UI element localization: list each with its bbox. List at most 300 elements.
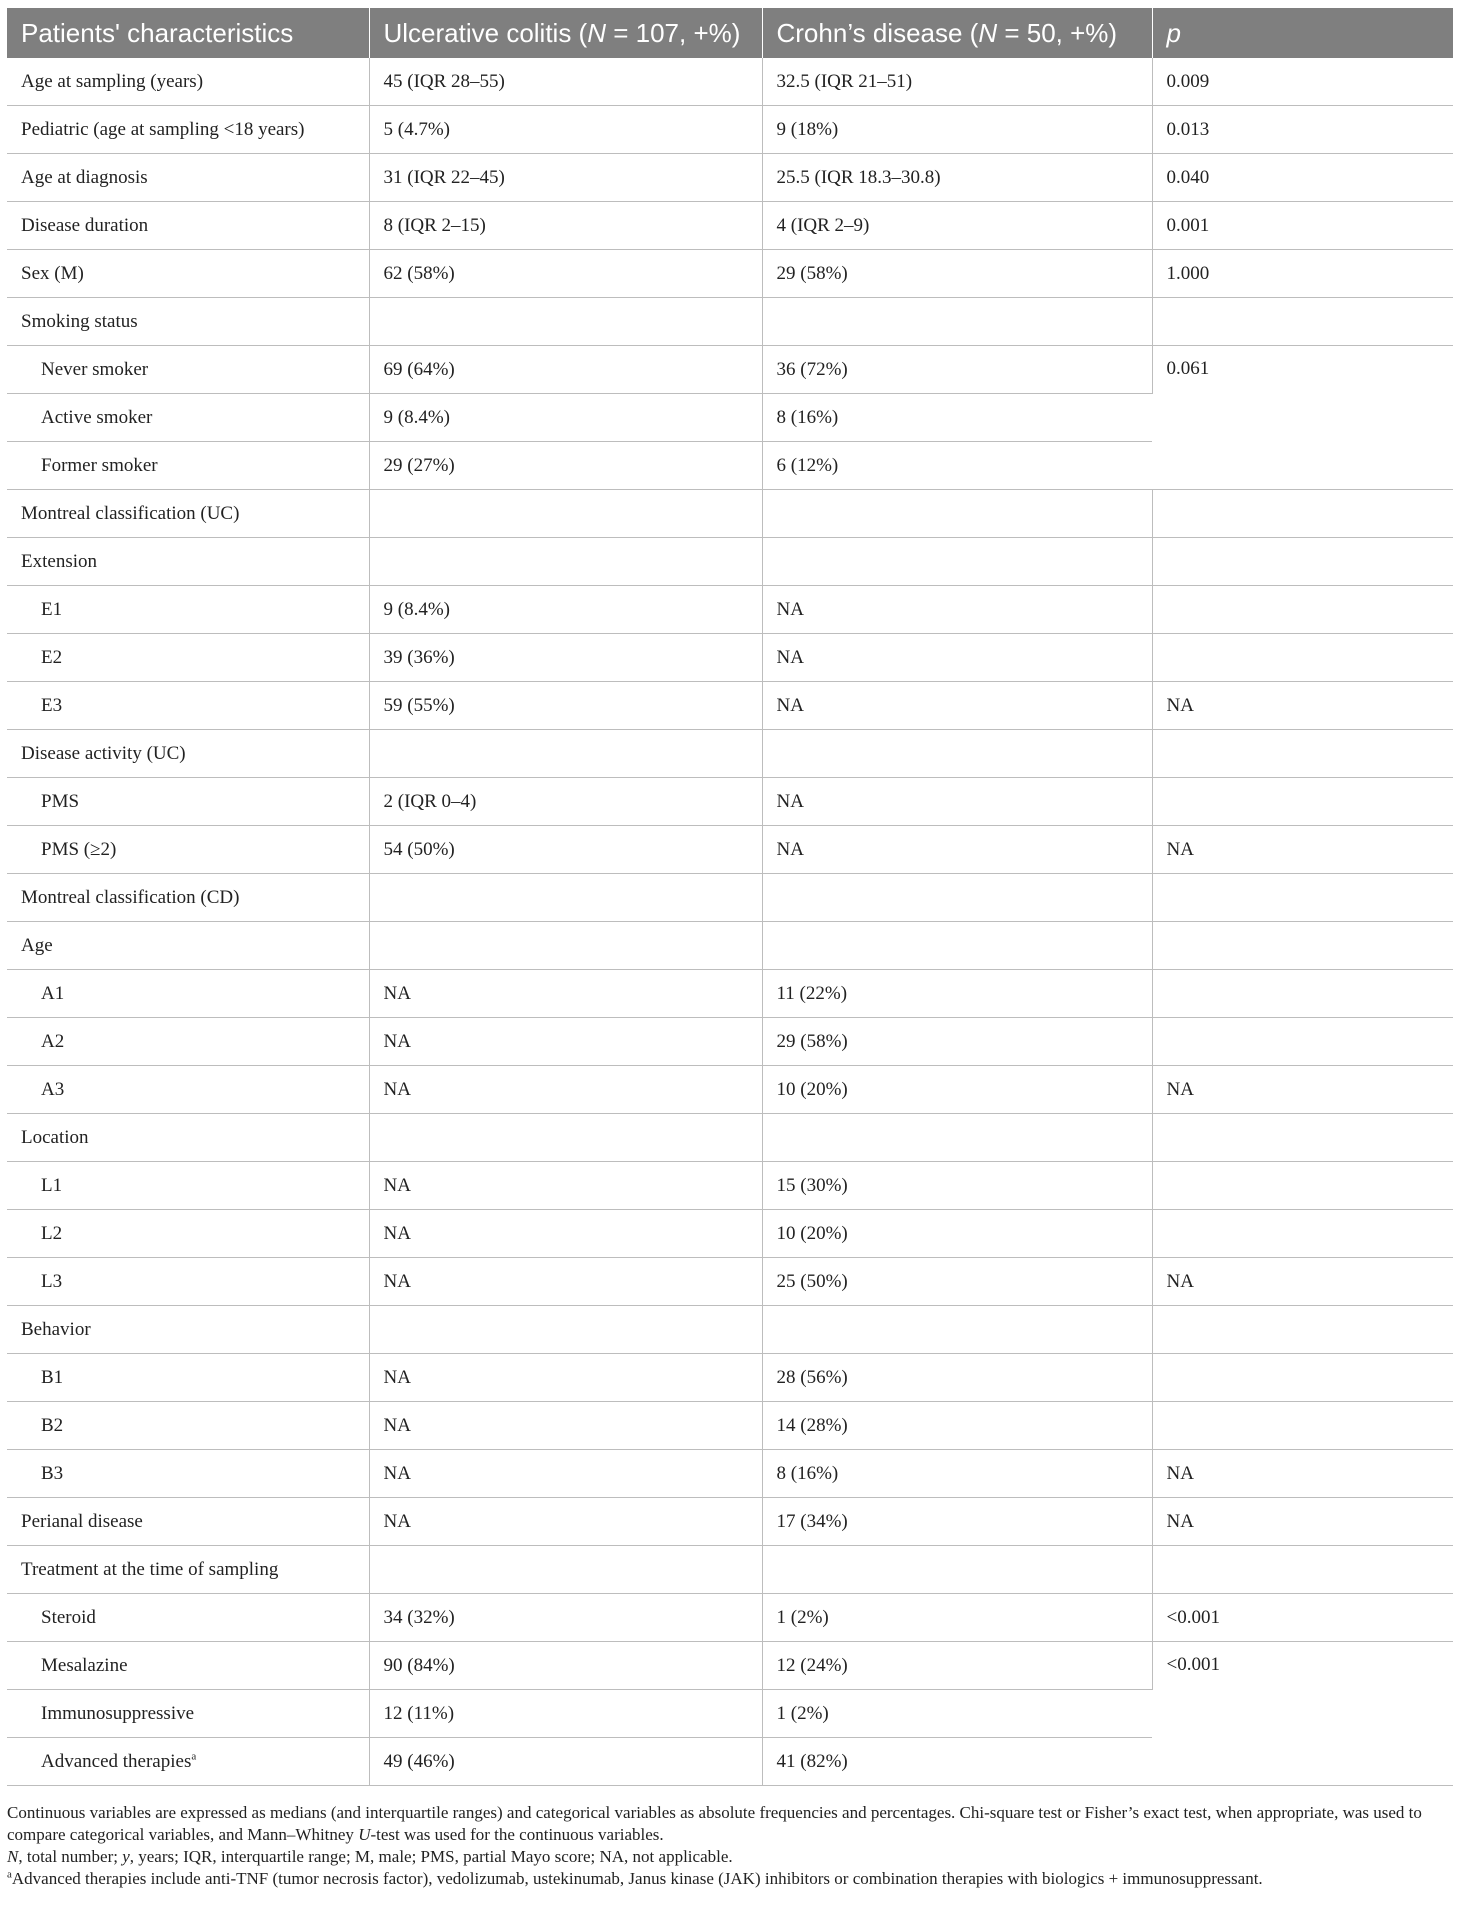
cd-value bbox=[762, 1738, 1152, 1786]
cd-value-text: NA bbox=[776, 790, 804, 812]
uc-value bbox=[369, 1066, 762, 1114]
cd-value bbox=[762, 250, 1152, 298]
uc-value bbox=[369, 394, 762, 442]
row-label-text: Montreal classification (UC) bbox=[21, 502, 240, 524]
p-value bbox=[1152, 1066, 1453, 1114]
row-label bbox=[7, 1498, 369, 1546]
uc-value-text: NA bbox=[383, 982, 411, 1004]
row-label bbox=[7, 1450, 369, 1498]
footnote-methods-text: Continuous variables are expressed as medians (and interquartile ranges) and categorical variables as absolute frequencies and percentages. Chi-square test or Fisher’s exact test, when appropriate, was used to compare categorical variables, and Mann–Whitney bbox=[7, 1803, 1422, 1844]
table-row bbox=[7, 922, 1453, 970]
row-label-text: B3 bbox=[41, 1462, 64, 1484]
uc-value-text: 34 (32%) bbox=[383, 1606, 455, 1628]
p-value-text: NA bbox=[1166, 694, 1194, 716]
table-row bbox=[7, 1210, 1453, 1258]
footnote-methods bbox=[7, 1802, 1447, 1846]
cd-value bbox=[762, 1690, 1152, 1738]
row-label bbox=[7, 586, 369, 634]
uc-value-text: 12 (11%) bbox=[383, 1702, 455, 1724]
p-value bbox=[1152, 1402, 1453, 1450]
cd-value bbox=[762, 490, 1152, 538]
table-row bbox=[7, 250, 1453, 298]
footnote-text: Advanced therapies include anti-TNF (tumor necrosis factor), vedolizumab, ustekinumab, Janus kinase (JAK) inhibitors or combination therapies with biologics + immunosuppressant. bbox=[11, 1869, 1263, 1888]
uc-value bbox=[369, 970, 762, 1018]
uc-value-text: 69 (64%) bbox=[383, 358, 455, 380]
table-row bbox=[7, 634, 1453, 682]
row-label-text: B2 bbox=[41, 1414, 64, 1436]
header-crohns-disease bbox=[762, 8, 1152, 58]
uc-value bbox=[369, 682, 762, 730]
cd-value bbox=[762, 874, 1152, 922]
row-label-text: Extension bbox=[21, 550, 97, 572]
uc-value bbox=[369, 1210, 762, 1258]
table-row bbox=[7, 154, 1453, 202]
row-label-text: E2 bbox=[41, 646, 63, 668]
table-row bbox=[7, 1450, 1453, 1498]
row-label bbox=[7, 346, 369, 394]
uc-value-text: 2 (IQR 0–4) bbox=[383, 790, 477, 812]
row-label-text: Never smoker bbox=[41, 358, 149, 380]
p-value-text: 0.009 bbox=[1166, 70, 1210, 92]
cd-value bbox=[762, 106, 1152, 154]
p-value bbox=[1152, 1114, 1453, 1162]
cd-value-text: 9 (18%) bbox=[776, 118, 839, 140]
uc-value bbox=[369, 298, 762, 346]
cd-value bbox=[762, 1498, 1152, 1546]
uc-value-text: 45 (IQR 28–55) bbox=[383, 70, 505, 92]
uc-value bbox=[369, 634, 762, 682]
row-label-text: L1 bbox=[41, 1174, 63, 1196]
p-value-text: <0.001 bbox=[1166, 1606, 1220, 1628]
cd-value bbox=[762, 922, 1152, 970]
header-cd-label: Crohn’s disease ( bbox=[776, 17, 979, 48]
header-cd-n: N bbox=[978, 17, 998, 48]
row-label-text: E3 bbox=[41, 694, 63, 716]
header-ulcerative-colitis bbox=[369, 8, 762, 58]
uc-value bbox=[369, 1498, 762, 1546]
row-label bbox=[7, 490, 369, 538]
abbr-y: y bbox=[122, 1847, 130, 1866]
cd-value bbox=[762, 538, 1152, 586]
uc-value bbox=[369, 922, 762, 970]
table-body bbox=[7, 58, 1453, 1786]
footnote-abbreviations bbox=[7, 1846, 1447, 1868]
table-row bbox=[7, 1162, 1453, 1210]
uc-value-text: NA bbox=[383, 1414, 411, 1436]
row-label-text: Perianal disease bbox=[21, 1510, 143, 1532]
row-label bbox=[7, 154, 369, 202]
row-label-text: Treatment at the time of sampling bbox=[21, 1558, 279, 1580]
p-value bbox=[1152, 154, 1453, 202]
p-value bbox=[1152, 1594, 1453, 1642]
cd-value bbox=[762, 1018, 1152, 1066]
p-value-text: 0.013 bbox=[1166, 118, 1210, 140]
row-label-text: Smoking status bbox=[21, 310, 138, 332]
cd-value bbox=[762, 1450, 1152, 1498]
p-value bbox=[1152, 778, 1453, 826]
row-label-text: Pediatric (age at sampling <18 years) bbox=[21, 118, 305, 140]
row-label-text: A2 bbox=[41, 1030, 65, 1052]
uc-value bbox=[369, 586, 762, 634]
table-row bbox=[7, 346, 1453, 394]
table-row bbox=[7, 1066, 1453, 1114]
cd-value-text: NA bbox=[776, 838, 804, 860]
uc-value-text: NA bbox=[383, 1270, 411, 1292]
uc-value bbox=[369, 106, 762, 154]
cd-value-text: 12 (24%) bbox=[776, 1654, 848, 1676]
row-label bbox=[7, 634, 369, 682]
cd-value-text: 25.5 (IQR 18.3–30.8) bbox=[776, 166, 941, 188]
cd-value bbox=[762, 1162, 1152, 1210]
p-value bbox=[1152, 1450, 1453, 1498]
p-value bbox=[1152, 874, 1453, 922]
uc-value-text: NA bbox=[383, 1222, 411, 1244]
uc-value-text: 49 (46%) bbox=[383, 1750, 455, 1772]
p-value bbox=[1152, 682, 1453, 730]
uc-value bbox=[369, 1450, 762, 1498]
uc-value bbox=[369, 1594, 762, 1642]
cd-value bbox=[762, 1402, 1152, 1450]
cd-value bbox=[762, 778, 1152, 826]
row-label-text: Advanced therapies bbox=[41, 1750, 192, 1772]
uc-value-text: 9 (8.4%) bbox=[383, 406, 450, 428]
row-label bbox=[7, 1306, 369, 1354]
table-row bbox=[7, 1354, 1453, 1402]
footnote-marker: a bbox=[191, 1750, 197, 1763]
cd-value bbox=[762, 970, 1152, 1018]
table-row bbox=[7, 730, 1453, 778]
row-label bbox=[7, 874, 369, 922]
cd-value bbox=[762, 1306, 1152, 1354]
row-label bbox=[7, 1402, 369, 1450]
row-label bbox=[7, 58, 369, 106]
row-label bbox=[7, 730, 369, 778]
cd-value bbox=[762, 1354, 1152, 1402]
header-uc-count: = 107, +%) bbox=[606, 17, 741, 48]
row-label bbox=[7, 1642, 369, 1690]
p-value-text: 0.061 bbox=[1166, 358, 1210, 379]
cd-value bbox=[762, 1642, 1152, 1690]
cd-value-text: 6 (12%) bbox=[776, 454, 839, 476]
cd-value bbox=[762, 1114, 1152, 1162]
uc-value bbox=[369, 874, 762, 922]
uc-value bbox=[369, 1402, 762, 1450]
cd-value bbox=[762, 586, 1152, 634]
cd-value-text: 11 (22%) bbox=[776, 982, 848, 1004]
uc-value bbox=[369, 1738, 762, 1786]
uc-value bbox=[369, 202, 762, 250]
uc-value-text: 59 (55%) bbox=[383, 694, 455, 716]
row-label bbox=[7, 778, 369, 826]
abbr-rest: , years; IQR, interquartile range; M, male; PMS, partial Mayo score; NA, not applicable. bbox=[129, 1847, 733, 1866]
table-row bbox=[7, 490, 1453, 538]
row-label-text: Sex (M) bbox=[21, 262, 84, 284]
cd-value-text: 29 (58%) bbox=[776, 262, 848, 284]
row-label-text: Mesalazine bbox=[41, 1654, 128, 1676]
table-row bbox=[7, 826, 1453, 874]
footnote-u-italic: U bbox=[358, 1825, 371, 1844]
table-row bbox=[7, 58, 1453, 106]
table-row bbox=[7, 1546, 1453, 1594]
p-value bbox=[1152, 490, 1453, 538]
row-label-text: Immunosuppressive bbox=[41, 1702, 195, 1724]
uc-value bbox=[369, 346, 762, 394]
cd-value-text: 17 (34%) bbox=[776, 1510, 848, 1532]
uc-value-text: NA bbox=[383, 1078, 411, 1100]
footnote-advanced-therapies bbox=[7, 1868, 1447, 1890]
table-row bbox=[7, 1498, 1453, 1546]
row-label bbox=[7, 442, 369, 490]
cd-value bbox=[762, 1546, 1152, 1594]
row-label-text: L3 bbox=[41, 1270, 63, 1292]
p-value-text: 0.040 bbox=[1166, 166, 1210, 188]
cd-value-text: 29 (58%) bbox=[776, 1030, 848, 1052]
row-label bbox=[7, 1066, 369, 1114]
p-value bbox=[1152, 106, 1453, 154]
abbr-n: N bbox=[7, 1847, 19, 1866]
table-row bbox=[7, 1402, 1453, 1450]
header-row bbox=[7, 8, 1453, 58]
table-row bbox=[7, 874, 1453, 922]
uc-value bbox=[369, 490, 762, 538]
cd-value-text: NA bbox=[776, 598, 804, 620]
uc-value-text: 9 (8.4%) bbox=[383, 598, 450, 620]
row-label bbox=[7, 1354, 369, 1402]
uc-value bbox=[369, 1114, 762, 1162]
table-row bbox=[7, 1114, 1453, 1162]
row-label-text: PMS bbox=[41, 790, 80, 812]
uc-value bbox=[369, 154, 762, 202]
p-value-text: <0.001 bbox=[1166, 1654, 1220, 1675]
header-p-value bbox=[1152, 8, 1453, 58]
p-value bbox=[1152, 202, 1453, 250]
p-value bbox=[1152, 298, 1453, 346]
row-label bbox=[7, 394, 369, 442]
table-row bbox=[7, 538, 1453, 586]
table-row bbox=[7, 778, 1453, 826]
row-label-text: B1 bbox=[41, 1366, 64, 1388]
cd-value-text: NA bbox=[776, 646, 804, 668]
header-p-label: p bbox=[1166, 17, 1181, 48]
uc-value-text: NA bbox=[383, 1510, 411, 1532]
row-label-text: Former smoker bbox=[41, 454, 158, 476]
p-value-text: 0.001 bbox=[1166, 214, 1210, 236]
p-value-text: NA bbox=[1166, 838, 1194, 860]
p-value bbox=[1152, 730, 1453, 778]
header-characteristics-label: Patients' characteristics bbox=[21, 17, 294, 48]
table-row bbox=[7, 970, 1453, 1018]
table-row bbox=[7, 202, 1453, 250]
uc-value bbox=[369, 1546, 762, 1594]
row-label-text: Active smoker bbox=[41, 406, 153, 428]
p-value bbox=[1152, 1306, 1453, 1354]
cd-value bbox=[762, 298, 1152, 346]
uc-value bbox=[369, 442, 762, 490]
row-label-text: L2 bbox=[41, 1222, 63, 1244]
cd-value-text: NA bbox=[776, 694, 804, 716]
uc-value bbox=[369, 1690, 762, 1738]
row-label bbox=[7, 1690, 369, 1738]
row-label bbox=[7, 538, 369, 586]
p-value bbox=[1152, 58, 1453, 106]
row-label-text: Steroid bbox=[41, 1606, 96, 1628]
p-value bbox=[1152, 1498, 1453, 1546]
p-value bbox=[1152, 1162, 1453, 1210]
p-value bbox=[1152, 586, 1453, 634]
cd-value-text: 15 (30%) bbox=[776, 1174, 848, 1196]
row-label bbox=[7, 250, 369, 298]
cd-value-text: 10 (20%) bbox=[776, 1078, 848, 1100]
header-uc-n: N bbox=[587, 17, 606, 48]
row-label-text: Montreal classification (CD) bbox=[21, 886, 240, 908]
cd-value bbox=[762, 154, 1152, 202]
table-row bbox=[7, 1642, 1453, 1690]
table-row bbox=[7, 586, 1453, 634]
uc-value bbox=[369, 730, 762, 778]
footnote-methods-end: -test was used for the continuous variables. bbox=[370, 1825, 664, 1844]
p-value bbox=[1152, 1018, 1453, 1066]
uc-value bbox=[369, 1642, 762, 1690]
p-value bbox=[1152, 250, 1453, 298]
abbr-n-def: , total number; bbox=[18, 1847, 123, 1866]
row-label bbox=[7, 1546, 369, 1594]
p-value-text: 1.000 bbox=[1166, 262, 1210, 284]
cd-value-text: 41 (82%) bbox=[776, 1750, 848, 1772]
uc-value bbox=[369, 1306, 762, 1354]
cd-value bbox=[762, 1066, 1152, 1114]
p-value-text: NA bbox=[1166, 1462, 1194, 1484]
cd-value bbox=[762, 1258, 1152, 1306]
row-label bbox=[7, 298, 369, 346]
uc-value bbox=[369, 1162, 762, 1210]
header-cd-count: = 50, +%) bbox=[997, 17, 1118, 48]
p-value bbox=[1152, 538, 1453, 586]
cd-value-text: 28 (56%) bbox=[776, 1366, 848, 1388]
cd-value bbox=[762, 442, 1152, 490]
p-value bbox=[1152, 1258, 1453, 1306]
p-value-text: NA bbox=[1166, 1078, 1194, 1100]
table-row bbox=[7, 1594, 1453, 1642]
table-footnotes bbox=[7, 1802, 1447, 1890]
p-value bbox=[1152, 1546, 1453, 1594]
cd-value bbox=[762, 1594, 1152, 1642]
uc-value-text: 90 (84%) bbox=[383, 1654, 455, 1676]
cd-value bbox=[762, 394, 1152, 442]
header-uc-label: Ulcerative colitis ( bbox=[383, 17, 588, 48]
p-value bbox=[1152, 1354, 1453, 1402]
row-label bbox=[7, 1594, 369, 1642]
row-label bbox=[7, 922, 369, 970]
cd-value bbox=[762, 682, 1152, 730]
p-value bbox=[1152, 922, 1453, 970]
uc-value-text: NA bbox=[383, 1366, 411, 1388]
cd-value bbox=[762, 346, 1152, 394]
uc-value-text: 62 (58%) bbox=[383, 262, 455, 284]
row-label-text: Age at sampling (years) bbox=[21, 70, 204, 92]
row-label-text: A3 bbox=[41, 1078, 65, 1100]
cd-value-text: 8 (16%) bbox=[776, 406, 839, 428]
uc-value-text: NA bbox=[383, 1030, 411, 1052]
uc-value bbox=[369, 778, 762, 826]
uc-value-text: 29 (27%) bbox=[383, 454, 455, 476]
cd-value-text: 4 (IQR 2–9) bbox=[776, 214, 870, 236]
row-label bbox=[7, 1114, 369, 1162]
row-label bbox=[7, 202, 369, 250]
uc-value bbox=[369, 826, 762, 874]
row-label bbox=[7, 1258, 369, 1306]
p-value bbox=[1152, 1642, 1453, 1786]
row-label-text: Disease activity (UC) bbox=[21, 742, 186, 764]
table-row bbox=[7, 1258, 1453, 1306]
cd-value-text: 10 (20%) bbox=[776, 1222, 848, 1244]
table-row bbox=[7, 1306, 1453, 1354]
p-value bbox=[1152, 970, 1453, 1018]
row-label-text: Behavior bbox=[21, 1318, 91, 1340]
uc-value bbox=[369, 1258, 762, 1306]
cd-value-text: 32.5 (IQR 21–51) bbox=[776, 70, 913, 92]
p-value-text: NA bbox=[1166, 1510, 1194, 1532]
cd-value-text: 8 (16%) bbox=[776, 1462, 839, 1484]
uc-value-text: NA bbox=[383, 1174, 411, 1196]
uc-value-text: NA bbox=[383, 1462, 411, 1484]
cd-value-text: 25 (50%) bbox=[776, 1270, 848, 1292]
table-row bbox=[7, 682, 1453, 730]
cd-value bbox=[762, 730, 1152, 778]
uc-value-text: 5 (4.7%) bbox=[383, 118, 450, 140]
cd-value-text: 14 (28%) bbox=[776, 1414, 848, 1436]
cd-value bbox=[762, 202, 1152, 250]
table-row bbox=[7, 1018, 1453, 1066]
uc-value-text: 31 (IQR 22–45) bbox=[383, 166, 505, 188]
footnote-marker: a bbox=[7, 1868, 12, 1881]
p-value-text: NA bbox=[1166, 1270, 1194, 1292]
table-row bbox=[7, 106, 1453, 154]
uc-value bbox=[369, 250, 762, 298]
cd-value bbox=[762, 826, 1152, 874]
row-label-text: E1 bbox=[41, 598, 63, 620]
p-value bbox=[1152, 634, 1453, 682]
row-label bbox=[7, 106, 369, 154]
table-row bbox=[7, 298, 1453, 346]
cd-value-text: 1 (2%) bbox=[776, 1606, 829, 1628]
p-value bbox=[1152, 1210, 1453, 1258]
row-label-text: Location bbox=[21, 1126, 89, 1148]
row-label-text: Age bbox=[21, 934, 53, 956]
row-label bbox=[7, 1210, 369, 1258]
row-label bbox=[7, 970, 369, 1018]
row-label-text: Age at diagnosis bbox=[21, 166, 148, 188]
cd-value bbox=[762, 1210, 1152, 1258]
cd-value bbox=[762, 58, 1152, 106]
uc-value-text: 39 (36%) bbox=[383, 646, 455, 668]
header-characteristics bbox=[7, 8, 369, 58]
row-label bbox=[7, 1018, 369, 1066]
uc-value bbox=[369, 538, 762, 586]
row-label-text: PMS (≥2) bbox=[41, 838, 117, 860]
patient-characteristics-table bbox=[7, 8, 1453, 1786]
uc-value bbox=[369, 58, 762, 106]
row-label bbox=[7, 1162, 369, 1210]
row-label bbox=[7, 1738, 369, 1786]
table-header bbox=[7, 8, 1453, 58]
cd-value-text: 1 (2%) bbox=[776, 1702, 829, 1724]
row-label bbox=[7, 826, 369, 874]
cd-value bbox=[762, 634, 1152, 682]
p-value bbox=[1152, 826, 1453, 874]
uc-value-text: 54 (50%) bbox=[383, 838, 455, 860]
uc-value bbox=[369, 1354, 762, 1402]
cd-value-text: 36 (72%) bbox=[776, 358, 848, 380]
